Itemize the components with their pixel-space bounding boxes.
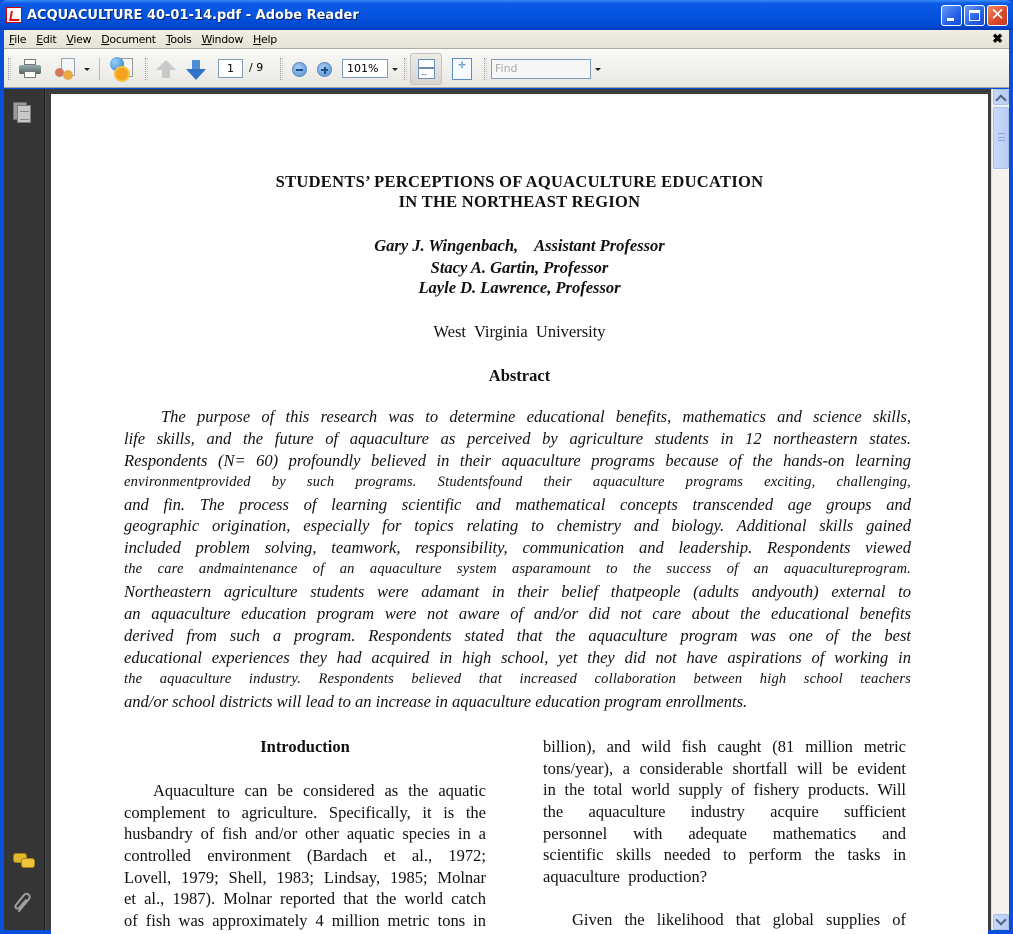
page-number-input[interactable]: 1 [218,59,243,78]
menu-document-label: ocument [109,32,156,46]
column-line: Given the likelihood that global supplies of [572,909,906,929]
abstract-line: environmentprovided by such programs. Studentsfound their aquaculture programs exciting, challenging, [124,473,911,490]
scroll-up-button[interactable] [993,89,1009,105]
column-blank-line [543,888,906,909]
column-line: Lovell, 1979; Shell, 1983; Lindsay, 1985; Molnar [124,867,486,887]
chevron-up-icon [995,94,1006,105]
zoom-level-input[interactable]: 101% [342,59,388,78]
window-controls [941,5,1008,26]
scrollbar-thumb[interactable] [993,107,1009,169]
abstract-line: and/or school districts will lead to an increase in aquaculture education program enrollments. [124,691,748,711]
abstract-line: The purpose of this research was to determine educational benefits, mathematics and science skills, [161,407,911,426]
abstract-line: Respondents (N= 60) profoundly believed in their aquaculture programs because of the hands-on learning [124,450,911,470]
abstract-body [124,406,911,712]
maximize-button[interactable] [964,5,985,26]
menu-view[interactable] [61,33,96,46]
author-3: Layle D. Lawrence, Professor [418,278,621,297]
abstract-heading: Abstract [488,366,551,385]
fit-page-icon[interactable]: ✛ [452,58,472,80]
menu-file-label: ile [14,32,27,46]
minimize-button[interactable] [941,5,962,26]
right-column [543,736,906,931]
university: West Virginia University [433,322,606,341]
paper-title-line-2: IN THE NORTHEAST REGION [398,192,641,211]
abstract-line: derived from such a program. Respondents stated that the aquaculture program was one of the best [124,625,911,645]
menu-window-accel: W [201,32,212,46]
zoom-dropdown-icon[interactable] [392,68,398,71]
fit-width-icon[interactable]: ↔ [410,53,442,85]
menu-tools-label: ools [170,32,192,46]
column-line: in the total world supply of fishery products. Will [543,780,906,800]
menu-document-accel: D [101,32,110,46]
chevron-down-icon [995,914,1006,925]
menu-document[interactable] [96,33,161,46]
abstract-line: included problem solving, teamwork, responsibility, communication and leadership. Respondents viewed [124,538,911,558]
abstract-line: the aquaculture industry. Respondents believed that increased collaboration between high school teachers [124,670,911,687]
toolbar-grip[interactable] [404,58,407,80]
thumb-grip-icon [998,133,1005,141]
attachments-icon[interactable] [13,891,35,915]
author-2: Stacy A. Gartin, Professor [430,258,609,277]
menu-edit-accel: E [36,32,43,46]
zoom-out-icon[interactable] [292,62,307,77]
abstract-line: geographic origination, especially for topics relating to chemistry and biology. Additional skills gained [124,516,911,536]
toolbar [4,49,1009,88]
menu-help-accel: H [253,32,262,46]
minimize-icon [947,18,954,21]
toolbar-grip[interactable] [145,58,148,80]
menu-tools-accel: T [165,32,171,46]
abstract-line: life skills, and the future of aquaculture as perceived by agriculture students in 12 northeastern states. [124,428,911,448]
menu-file-accel: F [9,32,15,46]
find-dropdown-icon[interactable] [595,68,601,71]
column-line: the aquaculture industry acquire sufficient [543,802,906,822]
menu-file[interactable] [4,33,31,46]
toolbar-grip[interactable] [484,58,487,80]
menu-window[interactable] [196,33,248,46]
abstract-line: Northeastern agriculture students were adamant in their belief thatpeople (adults andyouth) external to [124,582,911,602]
collaborate-dropdown-icon[interactable] [84,68,90,71]
close-button[interactable] [987,5,1008,26]
author-1: Gary J. Wingenbach, Assistant Professor [374,236,665,255]
window-title: ACQUACULTURE 40-01-14.pdf - Adobe Reader [27,7,359,23]
page-total-label: / 9 [249,61,264,74]
zoom-in-icon[interactable] [317,62,332,77]
column-line: Aquaculture can be considered as the aquatic [153,781,486,800]
next-page-icon[interactable] [186,60,206,80]
left-column [124,780,486,932]
window-frame-right [1009,30,1013,934]
maximize-icon [969,10,980,21]
menu-view-accel: V [66,32,74,46]
menu-bar [4,30,1009,49]
introduction-heading: Introduction [260,737,350,756]
navigation-pane [4,89,45,930]
scroll-down-button[interactable] [993,914,1009,930]
paper-title-line-1: STUDENTS’ PERCEPTIONS OF AQUACULTURE EDUCATION [275,172,764,191]
column-line: of fish was approximately 4 million metric tons in [124,911,486,931]
column-line: et al., 1987). Molnar reported that the world catch [124,889,486,909]
column-line: complement to agriculture. Specifically, it is the [124,802,486,822]
collaborate-icon[interactable] [55,58,77,80]
secure-globe-icon[interactable] [110,57,134,81]
menu-edit-label: dit [42,32,57,46]
menu-edit[interactable] [31,33,61,46]
abstract-line: educational experiences they had acquired in high school, yet they did not have aspirations of working in [124,647,911,667]
column-line: controlled environment (Bardach et al., 1972; [124,846,486,866]
toolbar-separator [99,58,100,80]
toolbar-grip[interactable] [8,58,11,80]
previous-page-icon[interactable] [156,60,176,80]
abstract-line: and fin. The process of learning scientific and mathematical concepts transcended age groups and [124,494,911,514]
close-document-icon[interactable]: ✖ [992,31,1003,46]
printer-icon[interactable] [19,59,41,79]
column-line: husbandry of fish and/or other aquatic species in a [124,824,486,844]
menu-help[interactable] [248,33,282,46]
find-input[interactable]: Find [491,59,591,79]
comments-icon[interactable] [13,853,37,873]
column-line: scientific skills needed to perform the tasks in [543,845,906,865]
menu-view-label: iew [73,32,92,46]
menu-help-label: elp [261,32,277,46]
pages-icon[interactable] [13,102,33,124]
window-titlebar[interactable] [0,0,1013,30]
vertical-scrollbar[interactable] [991,89,1009,930]
menu-window-label: indow [211,32,244,46]
document-viewport[interactable] [46,89,991,930]
pdf-page [51,94,988,934]
abstract-line: an aquaculture education program were not aware of and/or did not care about the educational benefits [124,604,911,624]
toolbar-grip[interactable] [280,58,283,80]
adobe-pdf-icon [6,7,22,23]
column-line: tons/year), a considerable shortfall will be evident [543,758,906,778]
column-line: aquaculture production? [543,867,708,887]
abstract-line: the care andmaintenance of an aquaculture system asparamount to the success of an aquacultureprogram. [124,561,911,578]
column-line: personnel with adequate mathematics and [543,823,906,843]
menu-tools[interactable] [161,33,197,46]
close-icon: ✕ [990,5,1005,25]
column-line: billion), and wild fish caught (81 million metric [543,737,906,756]
